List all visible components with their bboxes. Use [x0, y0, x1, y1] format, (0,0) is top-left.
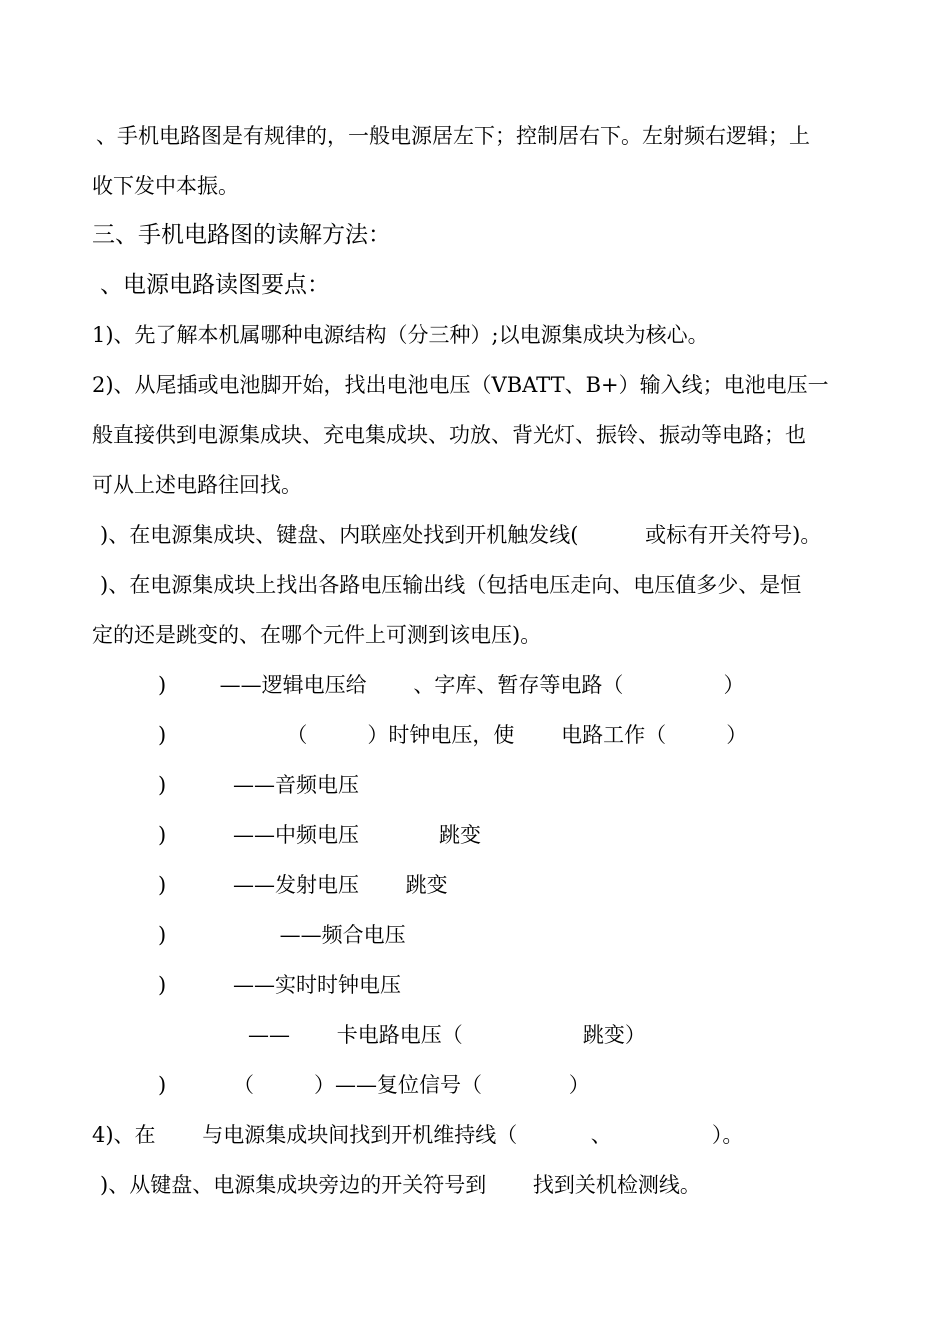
- text-line-7: 般直接供到电源集成块、充电集成块、功放、背光灯、振铃、振动等电路；也: [92, 423, 806, 447]
- text-line-10: )、在电源集成块上找出各路电压输出线（包括电压走向、电压值多少、是恒: [100, 573, 802, 597]
- subsection-heading-power: 、电源电路读图要点：: [100, 272, 330, 298]
- list-item-logic-voltage: ) ——逻辑电压给 、字库、暂存等电路（ ）: [158, 673, 745, 697]
- list-item-clock-voltage: ) （ ）时钟电压，使 电路工作（ ）: [158, 723, 748, 747]
- list-item-reset-signal: ) （ ）——复位信号（ ）: [158, 1073, 590, 1097]
- section-heading-3: 三、手机电路图的读解方法：: [92, 222, 391, 248]
- list-item-audio-voltage: ) ——音频电压: [158, 773, 359, 797]
- list-item-synth-voltage: ) ——频合电压: [158, 923, 406, 947]
- text-line-8: 可从上述电路往回找。: [92, 473, 302, 497]
- text-line-9: )、在电源集成块、键盘、内联座处找到开机触发线( 或标有开关符号)。: [100, 523, 822, 547]
- text-line-11: 定的还是跳变的、在哪个元件上可测到该电压)。: [92, 623, 542, 647]
- list-item-tx-voltage: ) ——发射电压 跳变: [158, 873, 448, 897]
- text-line-21: 4)、在 与电源集成块间找到开机维持线（ 、 ）。: [92, 1123, 744, 1147]
- text-line-1: 、手机电路图是有规律的，一般电源居左下；控制居右下。左射频右逻辑；上: [96, 124, 810, 148]
- list-item-if-voltage: ) ——中频电压 跳变: [158, 823, 482, 847]
- text-line-2: 收下发中本振。: [92, 174, 239, 198]
- text-line-5: 1)、先了解本机属哪种电源结构（分三种）;以电源集成块为核心。: [92, 323, 709, 347]
- text-line-22: )、从键盘、电源集成块旁边的开关符号到 找到关机检测线。: [100, 1173, 701, 1197]
- list-item-rtc-voltage: ) ——实时时钟电压: [158, 973, 401, 997]
- list-item-card-voltage: —— 卡电路电压（ 跳变）: [248, 1023, 646, 1047]
- text-line-6: 2)、从尾插或电池脚开始，找出电池电压（VBATT、B+）输入线；电池电压一: [92, 373, 829, 397]
